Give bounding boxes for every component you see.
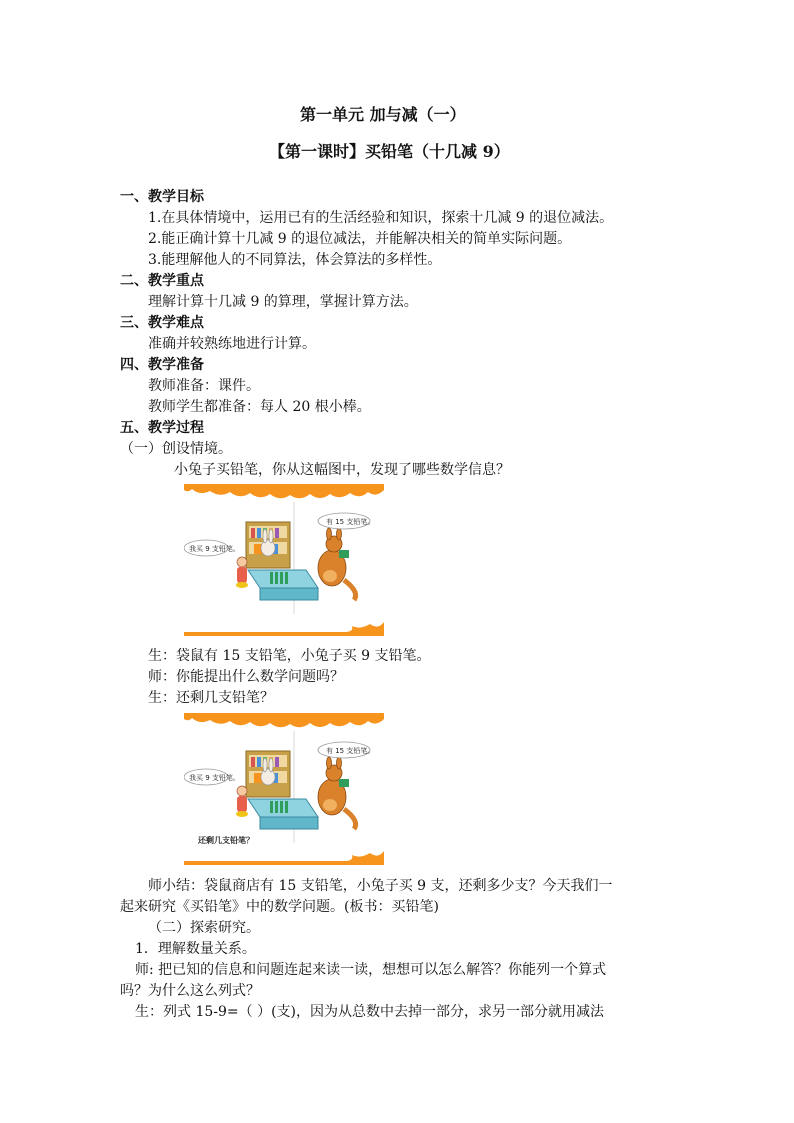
rabbit-speech-bubble: 我买 9 支铅笔。 [189, 774, 240, 782]
teacher-summary-cont: 起来研究《买铅笔》中的数学问题。(板书：买铅笔) [120, 899, 439, 915]
teacher-question: 师: 把已知的信息和问题连起来读一读，想想可以怎么解答？你能列一个算式 [135, 962, 607, 978]
dialog-line: 生：还剩几支铅笔？ [148, 690, 274, 706]
scene-question: 小兔子买铅笔，你从这幅图中，发现了哪些数学信息？ [174, 462, 510, 478]
difficulty-text: 准确并较熟练地进行计算。 [148, 336, 316, 352]
kangaroo-speech-bubble: 有 15 支铅笔。 [326, 518, 375, 526]
subsection-heading: 1．理解数量关系。 [135, 941, 256, 957]
unit-title: 第一单元 加与减（一） [300, 105, 466, 124]
goals-heading: 一、教学目标 [120, 189, 204, 205]
step2-heading: （二）探索研究。 [148, 920, 260, 936]
goal-item: 1.在具体情境中，运用已有的生活经验和知识，探索十几减 9 的退位减法。 [148, 210, 614, 226]
difficulty-heading: 三、教学难点 [120, 315, 204, 331]
prep-heading: 四、教学准备 [120, 357, 204, 373]
key-heading: 二、教学重点 [120, 273, 204, 289]
prep-item: 教师准备：课件。 [148, 378, 260, 394]
student-answer: 生：列式 15-9=（ ）(支)，因为从总数中去掉一部分，求另一部分就用减法 [135, 1004, 605, 1020]
key-text: 理解计算十几减 9 的算理，掌握计算方法。 [148, 294, 418, 310]
illustration-pencil-shop-question [184, 713, 384, 865]
rabbit-speech-bubble: 我买 9 支铅笔。 [189, 545, 240, 553]
orange-cloud-border-bottom [184, 847, 384, 865]
illustration-pencil-shop [184, 484, 384, 636]
dialog-line: 师：你能提出什么数学问题吗？ [148, 669, 344, 685]
prep-item: 教师学生都准备：每人 20 根小棒。 [148, 399, 371, 415]
teacher-summary: 师小结：袋鼠商店有 15 支铅笔，小兔子买 9 支，还剩多少支？今天我们一 [148, 878, 613, 894]
kangaroo-speech-bubble: 有 15 支铅笔。 [326, 747, 375, 755]
orange-cloud-border-bottom [184, 618, 384, 636]
illustration-question-caption: 还剩几支铅笔？ [198, 836, 254, 845]
teacher-question-cont: 吗？为什么这么列式？ [120, 983, 260, 999]
step1-heading: （一）创设情境。 [120, 441, 232, 457]
goal-item: 2.能正确计算十几减 9 的退位减法，并能解决相关的简单实际问题。 [148, 231, 572, 247]
lesson-title: 【第一课时】买铅笔（十几减 9） [269, 142, 510, 161]
process-heading: 五、教学过程 [120, 420, 204, 436]
dialog-line: 生：袋鼠有 15 支铅笔，小兔子买 9 支铅笔。 [148, 648, 431, 664]
goal-item: 3.能理解他人的不同算法，体会算法的多样性。 [148, 252, 442, 268]
shop-scene [184, 484, 384, 636]
